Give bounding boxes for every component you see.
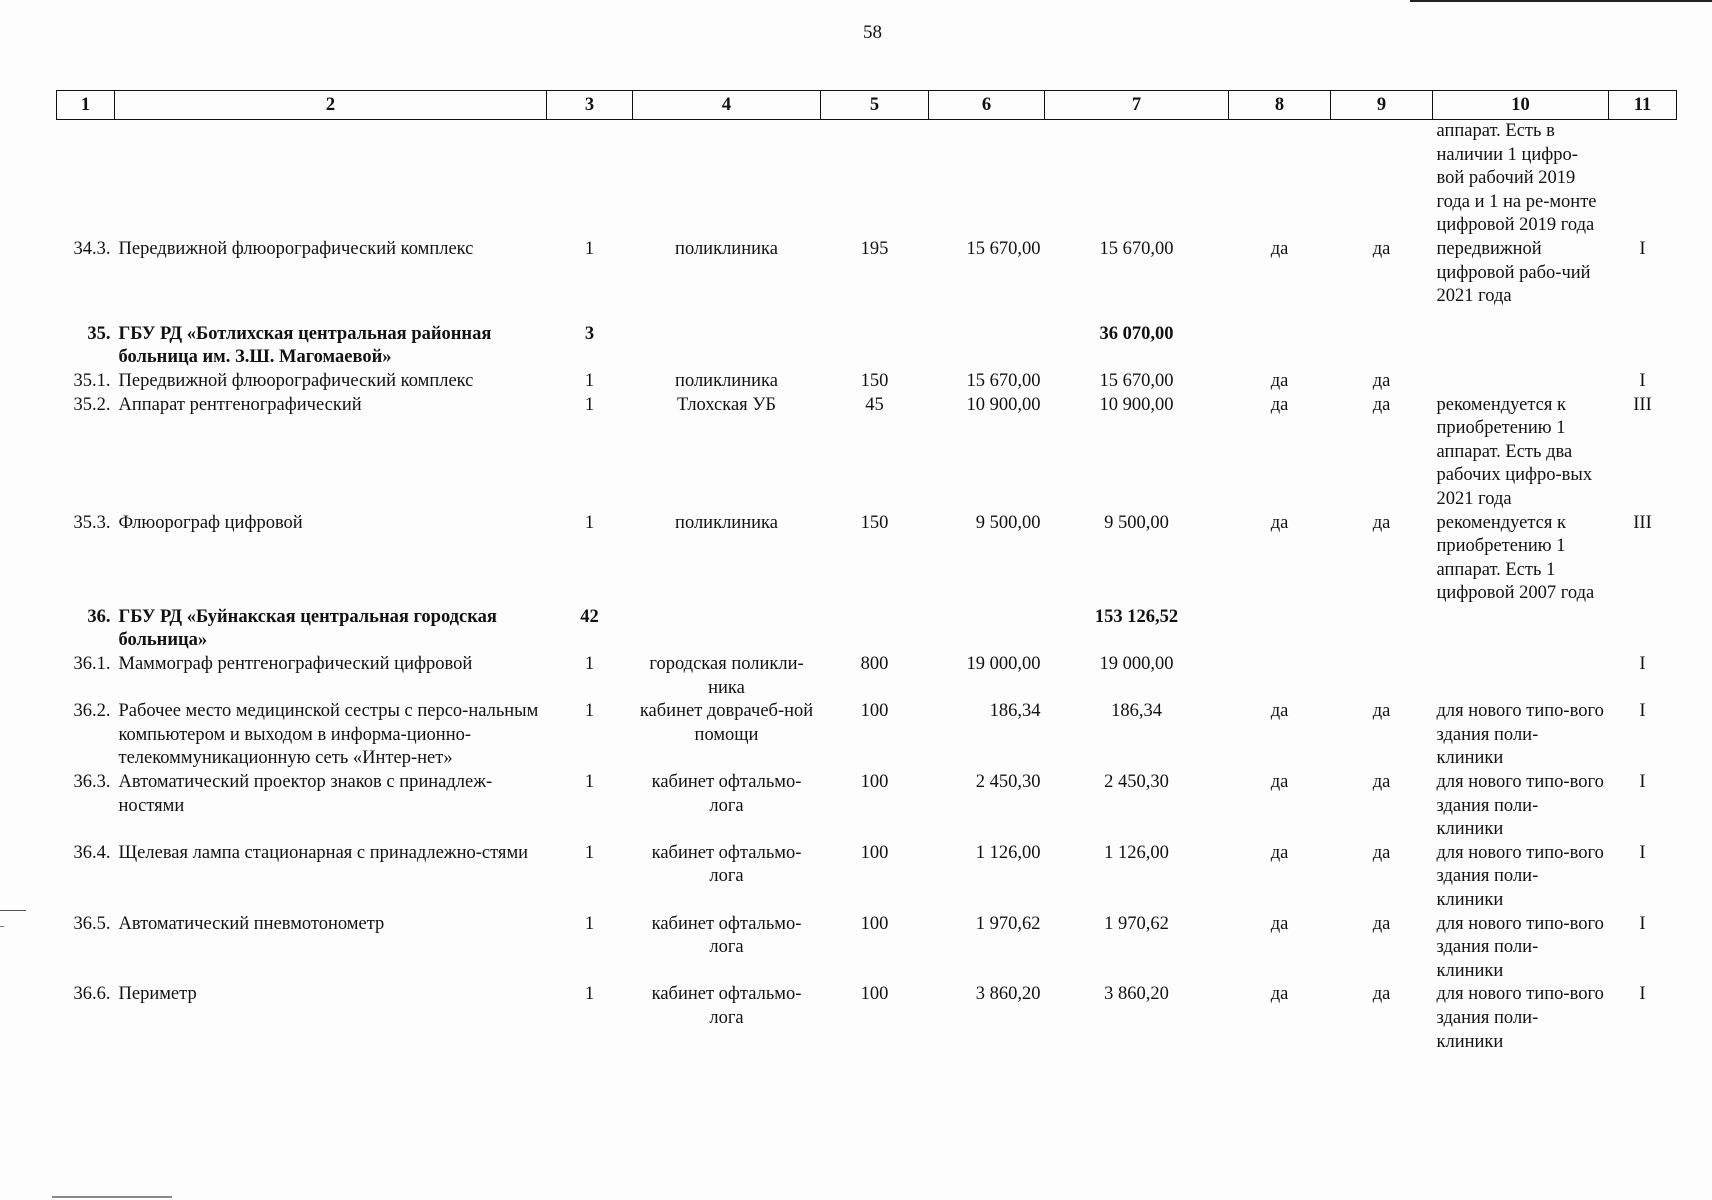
quantity-cell: 1 xyxy=(584,238,595,259)
quantity-cell: 1 xyxy=(584,370,595,391)
department-cell: кабинет офтальмо-лога xyxy=(651,984,802,1028)
col-header-7: 7 xyxy=(1045,91,1229,120)
department-cell: кабинет офтальмо-лога xyxy=(651,913,802,958)
table-row xyxy=(57,512,1677,606)
flag-col-9-cell: да xyxy=(1372,772,1391,793)
unit-price-cell: 15 670,00 xyxy=(966,238,1041,259)
load-value-cell: 45 xyxy=(865,394,884,415)
department-cell xyxy=(633,120,821,238)
note-cell: рекомендуется к приобретению 1 аппарат. Есть два рабочих цифро-вых 2021 года xyxy=(1436,394,1593,509)
flag-col-9-cell: да xyxy=(1372,512,1391,533)
category-cell xyxy=(1609,606,1677,653)
unit-price-cell: 19 000,00 xyxy=(966,654,1041,675)
item-name-cell: Щелевая лампа стационарная с принадлежно-стями xyxy=(118,842,529,863)
row-number-cell: 36.2. xyxy=(73,701,111,722)
category-cell: I xyxy=(1639,238,1646,259)
load-value-cell: 100 xyxy=(860,984,889,1005)
equipment-table xyxy=(56,90,1677,1054)
unit-price-cell xyxy=(929,323,1045,370)
category-cell: I xyxy=(1639,772,1646,793)
spacer-cell xyxy=(57,309,1677,323)
flag-col-9-cell: да xyxy=(1372,701,1391,722)
item-name-cell: Аппарат рентгенографический xyxy=(118,394,362,415)
total-cost-cell: 36 070,00 xyxy=(1099,323,1174,344)
flag-col-8-cell xyxy=(1229,120,1331,238)
flag-col-8-cell: да xyxy=(1270,701,1289,722)
flag-col-8-cell: да xyxy=(1270,512,1289,533)
unit-price-cell: 186,34 xyxy=(989,701,1041,722)
note-cell: для нового типо-вого здания поли-клиники xyxy=(1436,701,1604,769)
note-cell: для нового типо-вого здания поли-клиники xyxy=(1436,772,1604,840)
unit-price-cell: 10 900,00 xyxy=(966,394,1041,415)
table-row xyxy=(57,700,1677,771)
total-cost-cell: 1 126,00 xyxy=(1104,842,1169,863)
flag-col-9-cell xyxy=(1331,323,1433,370)
department-cell: кабинет офтальмо-лога xyxy=(651,842,802,887)
flag-col-8-cell xyxy=(1229,323,1331,370)
total-cost-cell: 1 970,62 xyxy=(1104,913,1169,934)
scan-edge-line xyxy=(1410,0,1712,2)
quantity-cell: 3 xyxy=(584,323,595,344)
table-row xyxy=(57,983,1677,1054)
department-cell xyxy=(633,323,821,370)
row-number-cell: 35.2. xyxy=(73,394,111,415)
col-header-5: 5 xyxy=(821,91,929,120)
row-number-cell: 34.3. xyxy=(73,238,111,259)
flag-col-9-cell: да xyxy=(1372,394,1391,415)
quantity-cell: 1 xyxy=(584,772,595,793)
flag-col-8-cell: да xyxy=(1270,394,1289,415)
table-row xyxy=(57,370,1677,394)
load-value-cell xyxy=(821,120,929,238)
quantity-cell: 1 xyxy=(584,984,595,1005)
row-number-cell: 36.4. xyxy=(73,842,111,863)
item-name-cell: ГБУ РД «Ботлихская центральная районная больница им. З.Ш. Магомаевой» xyxy=(118,323,492,368)
row-number-cell: 36. xyxy=(87,606,111,627)
department-cell: поликлиника xyxy=(675,238,778,259)
item-name-cell: Автоматический проектор знаков с принадлеж-ностями xyxy=(118,772,493,816)
category-cell xyxy=(1609,323,1677,370)
quantity-cell xyxy=(547,120,633,238)
item-name-cell: Передвижной флюорографический комплекс xyxy=(118,370,474,391)
table-row xyxy=(57,842,1677,913)
department-cell: поликлиника xyxy=(675,370,778,391)
quantity-cell: 1 xyxy=(584,913,595,934)
flag-col-8-cell: да xyxy=(1270,984,1289,1005)
department-cell xyxy=(633,606,821,653)
total-cost-cell: 9 500,00 xyxy=(1104,512,1169,533)
flag-col-9-cell: да xyxy=(1372,238,1391,259)
total-cost-cell: 15 670,00 xyxy=(1099,238,1174,259)
table-row xyxy=(57,606,1677,653)
category-cell: III xyxy=(1633,394,1652,415)
total-cost-cell: 186,34 xyxy=(1111,701,1162,722)
row-number-cell: 35.1. xyxy=(73,370,111,391)
load-value-cell: 100 xyxy=(860,701,889,722)
flag-col-9-cell xyxy=(1331,653,1433,700)
row-number-cell: 36.6. xyxy=(73,984,111,1005)
load-value-cell: 800 xyxy=(860,654,889,675)
note-cell xyxy=(1433,323,1609,370)
row-number-cell xyxy=(57,120,115,238)
total-cost-cell: 2 450,30 xyxy=(1104,772,1169,793)
load-value-cell: 100 xyxy=(860,842,889,863)
department-cell: городская поликли-ника xyxy=(649,654,804,698)
unit-price-cell xyxy=(929,120,1045,238)
item-name-cell: Передвижной флюорографический комплекс xyxy=(118,238,474,259)
flag-col-9-cell: да xyxy=(1372,913,1391,934)
col-header-1: 1 xyxy=(57,91,115,120)
department-cell: Тлохская УБ xyxy=(676,394,777,415)
unit-price-cell: 15 670,00 xyxy=(966,370,1041,391)
category-cell: I xyxy=(1639,370,1646,391)
col-header-10: 10 xyxy=(1433,91,1609,120)
col-header-4: 4 xyxy=(633,91,821,120)
unit-price-cell: 9 500,00 xyxy=(975,512,1041,533)
footer-fragment-line xyxy=(52,1196,172,1198)
item-name-cell: Рабочее место медицинской сестры с персо-нальным компьютером и выходом в информа-ционно-телекоммуникационную сеть «Интер-нет» xyxy=(118,701,539,769)
flag-col-9-cell xyxy=(1331,606,1433,653)
item-name-cell: Флюорограф цифровой xyxy=(118,512,303,533)
total-cost-cell: 15 670,00 xyxy=(1099,370,1174,391)
note-cell: передвижной цифровой рабо-чий 2021 года xyxy=(1436,238,1591,307)
note-cell: для нового типо-вого здания поли-клиники xyxy=(1436,984,1604,1052)
flag-col-9-cell: да xyxy=(1372,370,1391,391)
category-cell: III xyxy=(1633,512,1652,533)
margin-mark xyxy=(0,926,4,927)
col-header-8: 8 xyxy=(1229,91,1331,120)
flag-col-8-cell: да xyxy=(1270,370,1289,391)
note-cell: рекомендуется к приобретению 1 аппарат. Есть 1 цифровой 2007 года xyxy=(1436,512,1595,604)
flag-col-9-cell: да xyxy=(1372,842,1391,863)
quantity-cell: 1 xyxy=(584,512,595,533)
department-cell: поликлиника xyxy=(675,512,778,533)
note-cell xyxy=(1433,606,1609,653)
column-number-header xyxy=(57,91,1677,120)
row-number-cell: 36.3. xyxy=(73,772,111,793)
item-name-cell: ГБУ РД «Буйнакская центральная городская больница» xyxy=(118,606,497,651)
load-value-cell: 195 xyxy=(860,238,889,259)
unit-price-cell: 3 860,20 xyxy=(975,984,1041,1005)
item-name-cell xyxy=(115,120,547,238)
note-cell: для нового типо-вого здания поли-клиники xyxy=(1436,842,1604,910)
category-cell: I xyxy=(1639,654,1646,675)
total-cost-cell: 19 000,00 xyxy=(1099,654,1174,675)
quantity-cell: 1 xyxy=(584,701,595,722)
flag-col-8-cell: да xyxy=(1270,238,1289,259)
row-number-cell: 35.3. xyxy=(73,512,111,533)
col-header-11: 11 xyxy=(1609,91,1677,120)
load-value-cell xyxy=(821,606,929,653)
flag-col-8-cell: да xyxy=(1270,842,1289,863)
category-cell: I xyxy=(1639,701,1646,722)
quantity-cell: 1 xyxy=(584,654,595,675)
row-spacer xyxy=(57,309,1677,323)
table-row xyxy=(57,653,1677,700)
unit-price-cell: 2 450,30 xyxy=(975,772,1041,793)
flag-col-8-cell: да xyxy=(1270,913,1289,934)
flag-col-8-cell xyxy=(1229,653,1331,700)
flag-col-8-cell: да xyxy=(1270,772,1289,793)
total-cost-cell: 3 860,20 xyxy=(1104,984,1169,1005)
col-header-6: 6 xyxy=(929,91,1045,120)
item-name-cell: Автоматический пневмотонометр xyxy=(118,913,385,934)
load-value-cell: 100 xyxy=(860,913,889,934)
table-row xyxy=(57,323,1677,370)
row-number-cell: 36.1. xyxy=(73,654,111,675)
col-header-3: 3 xyxy=(547,91,633,120)
page-number: 58 xyxy=(863,22,882,43)
total-cost-cell: 10 900,00 xyxy=(1099,394,1174,415)
category-cell: I xyxy=(1639,842,1646,863)
quantity-cell: 1 xyxy=(584,842,595,863)
department-cell: кабинет доврачеб-ной помощи xyxy=(639,701,814,745)
table-row xyxy=(57,238,1677,309)
department-cell: кабинет офтальмо-лога xyxy=(651,772,802,816)
margin-mark xyxy=(0,910,26,911)
table-row xyxy=(57,771,1677,842)
load-value-cell: 150 xyxy=(860,370,889,391)
total-cost-cell xyxy=(1045,120,1229,238)
row-number-cell: 35. xyxy=(87,323,111,344)
unit-price-cell: 1 126,00 xyxy=(975,842,1041,863)
col-header-9: 9 xyxy=(1331,91,1433,120)
table-row xyxy=(57,394,1677,512)
load-value-cell: 150 xyxy=(860,512,889,533)
load-value-cell xyxy=(821,323,929,370)
category-cell: I xyxy=(1639,913,1646,934)
col-header-2: 2 xyxy=(115,91,547,120)
item-name-cell: Периметр xyxy=(118,984,197,1005)
item-name-cell: Маммограф рентгенографический цифровой xyxy=(118,654,473,675)
quantity-cell: 1 xyxy=(584,394,595,415)
row-number-cell: 36.5. xyxy=(73,913,111,934)
flag-col-8-cell xyxy=(1229,606,1331,653)
note-cell xyxy=(1433,653,1609,700)
unit-price-cell xyxy=(929,606,1045,653)
flag-col-9-cell xyxy=(1331,120,1433,238)
quantity-cell: 42 xyxy=(580,606,599,627)
unit-price-cell: 1 970,62 xyxy=(975,913,1041,934)
table-row xyxy=(57,913,1677,984)
note-cell: для нового типо-вого здания поли-клиники xyxy=(1436,913,1604,981)
load-value-cell: 100 xyxy=(860,772,889,793)
table-row xyxy=(57,120,1677,238)
total-cost-cell: 153 126,52 xyxy=(1094,606,1179,627)
note-cell xyxy=(1433,370,1609,394)
category-cell xyxy=(1609,120,1677,238)
flag-col-9-cell: да xyxy=(1372,984,1391,1005)
note-cell: аппарат. Есть в наличии 1 цифро-вой рабочий 2019 года и 1 на ре-монте цифровой 2019 года xyxy=(1436,121,1597,236)
category-cell: I xyxy=(1639,984,1646,1005)
